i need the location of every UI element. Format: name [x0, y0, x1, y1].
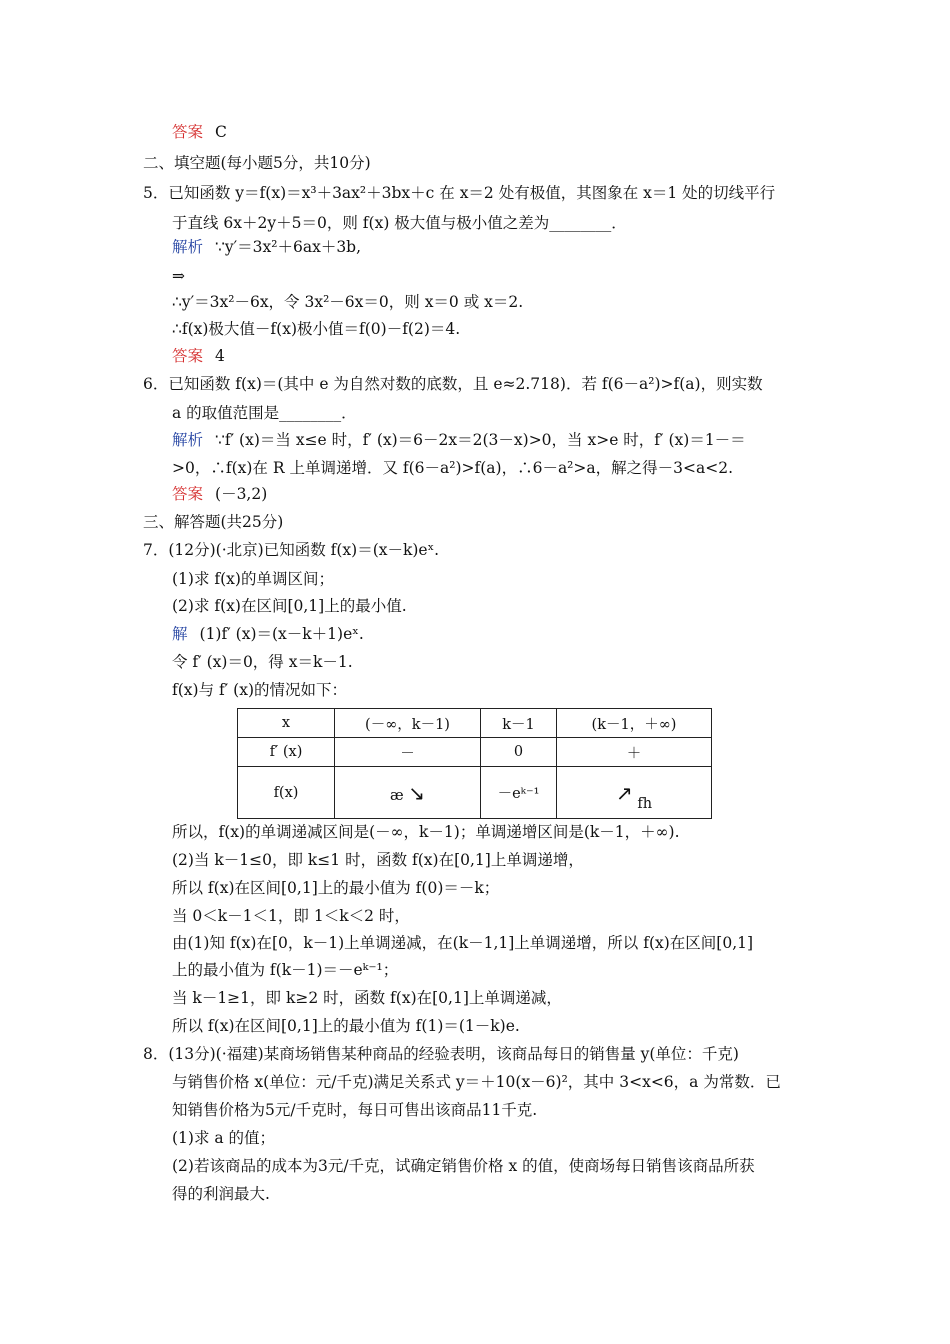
table-cell: ＋ [557, 738, 712, 767]
table-cell: － [335, 738, 481, 767]
question-5-line-1: 5．已知函数 y＝f(x)＝x³＋3ax²＋3bx＋c 在 x＝2 处有极值，其图象在 x＝1 处的切线平行 [143, 184, 776, 202]
question-8-line-2: 与销售价格 x(单位：元/千克)满足关系式 y＝＋10(x－6)²，其中 3<x<6，a 为常数．已 [172, 1073, 781, 1091]
question-7-part-1: (1)求 f(x)的单调区间； [172, 570, 334, 588]
solution-7-line-11: 所以 f(x)在区间[0,1]上的最小值为 f(1)＝(1－k)e. [172, 1017, 520, 1035]
monotonicity-table [237, 708, 712, 819]
table-header-cell: (－∞，k－1) [335, 709, 481, 738]
analysis-6-line-2: >0，∴f(x)在 R 上单调递增．又 f(6－a²)>f(a)，∴6－a²>a，解之得－3<a<2. [172, 459, 733, 477]
answer-line-6 [172, 484, 267, 504]
table-header-cell: k－1 [481, 709, 557, 738]
solution-7-line-8: 由(1)知 f(x)在[0，k－1)上单调递减，在(k－1,1]上单调递增，所以 f(x)在区间[0,1] [172, 934, 754, 952]
question-8-part-2: (2)若该商品的成本为3元/千克，试确定销售价格 x 的值，使商场每日销售该商品所获 [172, 1157, 755, 1175]
solution-7-line-1 [172, 624, 364, 644]
solution-label: 解 [172, 625, 188, 643]
table-row [238, 709, 712, 738]
analysis-5-line-3: ∴y′＝3x²－6x，令 3x²－6x＝0，则 x＝0 或 x＝2. [172, 293, 524, 311]
table-header-cell: (k－1，＋∞) [557, 709, 712, 738]
analysis-text: ∵y′＝3x²＋6ax＋3b, [215, 238, 362, 256]
answer-line-5 [172, 346, 225, 366]
solution-7-line-9: 上的最小值为 f(k－1)＝－eᵏ⁻¹； [172, 961, 399, 979]
question-8-line-3: 知销售价格为5元/千克时，每日可售出该商品11千克. [172, 1101, 538, 1119]
solution-7-line-5: (2)当 k－1≤0，即 k≤1 时，函数 f(x)在[0,1]上单调递增， [172, 851, 584, 869]
answer-value: 4 [215, 347, 225, 365]
analysis-5-line-1 [172, 237, 361, 257]
table-cell-decreasing [335, 767, 481, 819]
solution-7-line-4: 所以，f(x)的单调递减区间是(－∞，k－1)；单调递增区间是(k－1，＋∞). [172, 823, 680, 841]
analysis-5-line-4: ∴f(x)极大值－f(x)极小值＝f(0)－f(2)＝4. [172, 320, 461, 338]
table-cell-text: fh [637, 795, 653, 812]
analysis-label: 解析 [172, 431, 204, 449]
answer-label: 答案 [172, 485, 204, 503]
question-8-line-1: 8．(13分)(·福建)某商场销售某种商品的经验表明，该商品每日的销售量 y(单位：千克) [143, 1045, 739, 1063]
question-6-line-1: 6．已知函数 f(x)＝(其中 e 为自然对数的底数，且 e≈2.718)．若 f(6－a²)>f(a)，则实数 [143, 375, 763, 393]
section-heading-solve: 三、解答题(共25分) [143, 513, 284, 531]
section-heading-fill: 二、填空题(每小题5分，共10分) [143, 154, 371, 172]
table-cell-text: æ [389, 787, 404, 804]
analysis-label: 解析 [172, 238, 204, 256]
solution-text: (1)f′ (x)＝(x－k＋1)eˣ. [199, 625, 364, 643]
question-8-line-6: 得的利润最大. [172, 1185, 270, 1203]
solution-7-line-3: f(x)与 f′ (x)的情况如下： [172, 681, 348, 699]
analysis-text: ∵f′ (x)＝当 x≤e 时，f′ (x)＝6－2x＝2(3－x)>0，当 x>e 时，f′ (x)＝1－＝ [215, 431, 746, 449]
question-6-line-2: a 的取值范围是________． [172, 404, 357, 422]
table-header-cell: x [238, 709, 335, 738]
answer-label: 答案 [172, 123, 204, 141]
table-cell: 0 [481, 738, 557, 767]
solution-7-line-7: 当 0＜k－1＜1，即 1＜k＜2 时， [172, 907, 410, 925]
arrow-up-right-icon: ↗ [615, 780, 633, 805]
answer-line-4 [172, 122, 227, 142]
table-row [238, 767, 712, 819]
solution-7-line-10: 当 k－1≥1，即 k≥2 时，函数 f(x)在[0,1]上单调递减， [172, 989, 562, 1007]
question-7-line-1: 7．(12分)(·北京)已知函数 f(x)＝(x－k)eˣ. [143, 541, 440, 559]
question-8-part-1: (1)求 a 的值； [172, 1129, 276, 1147]
solution-7-line-2: 令 f′ (x)＝0，得 x＝k－1. [172, 653, 353, 671]
table-row [238, 738, 712, 767]
answer-value: (－3,2) [215, 485, 268, 503]
answer-value: C [215, 123, 227, 141]
table-cell: －eᵏ⁻¹ [481, 767, 557, 819]
table-cell-increasing [557, 767, 712, 819]
question-7-part-2: (2)求 f(x)在区间[0,1]上的最小值. [172, 597, 407, 615]
analysis-5-line-2: ⇒ [172, 267, 185, 285]
answer-label: 答案 [172, 347, 204, 365]
question-5-line-2: 于直线 6x＋2y＋5＝0，则 f(x) 极大值与极小值之差为________． [172, 214, 627, 232]
table-cell: f(x) [238, 767, 335, 819]
solution-7-line-6: 所以 f(x)在区间[0,1]上的最小值为 f(0)＝－k； [172, 879, 500, 897]
arrow-down-right-icon: ↘ [408, 780, 425, 805]
analysis-6-line-1 [172, 430, 746, 450]
table-cell: f′ (x) [238, 738, 335, 767]
